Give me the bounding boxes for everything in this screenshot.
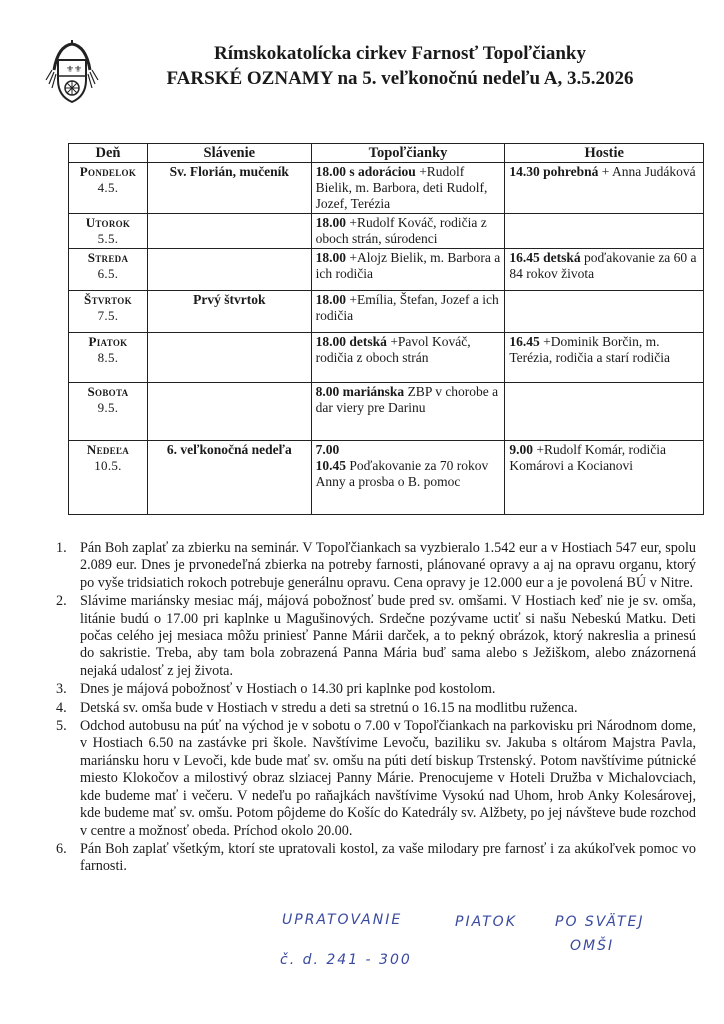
announcement-title: FARSKÉ OZNAMY na 5. veľkonočnú nedeľu A, 3.5.2026 bbox=[166, 68, 634, 89]
table-row bbox=[69, 333, 704, 383]
feast-cell: 6. veľkonočná nedeľa bbox=[147, 441, 311, 515]
hostie-cell: 16.45 detská poďakovanie za 60 a 84 rokov života bbox=[505, 249, 704, 291]
handwritten-note-cleaning: UPRATOVANIE bbox=[282, 912, 403, 928]
table-row bbox=[69, 214, 704, 249]
feast-cell bbox=[147, 214, 311, 249]
parish-name: Rímskokatolícka cirkev Farnosť Topoľčianky bbox=[214, 43, 586, 64]
hostie-cell: 16.45 +Dominik Borčin, m. Terézia, rodičia a starí rodičia bbox=[505, 333, 704, 383]
list-item: 6. Pán Boh zaplať všetkým, ktorí ste upratovali kostol, za vaše milodary pre farnosť i za akúkoľvek pomoc vo farnosti. bbox=[56, 840, 696, 875]
column-header-day: Deň bbox=[69, 144, 148, 163]
column-header-hostie: Hostie bbox=[505, 144, 704, 163]
handwritten-note-day: PIATOK bbox=[455, 914, 517, 930]
svg-text:⚜: ⚜ bbox=[74, 65, 83, 75]
page-title bbox=[120, 42, 680, 92]
topolcianky-cell: 7.00 10.45 Poďakovanie za 70 rokov Anny a prosba o B. pomoc bbox=[311, 441, 505, 515]
day-cell: Streda 6.5. bbox=[69, 249, 148, 291]
list-item: 2. Slávime mariánsky mesiac máj, májová pobožnosť bude pred sv. omšami. V Hostiach keď nie je sv. omša, litánie budú o 17.00 pri kaplnke u Magušinových. Srdečne pozývame uctiť si našu Nebeskú Matku. Deti počas celého jej mesiaca môžu priniesť Panne Márii darček, a to pekný obrázok, ktorý nakreslia a prinesú do sakristie. Treba, aby tam bola zobrazená Panna Mária buď sama alebo s Ježiškom, alebo znázornená nejaká udalosť z jej života. bbox=[56, 593, 696, 679]
hostie-cell: 14.30 pohrebná + Anna Judáková bbox=[505, 163, 704, 214]
list-item: 4. Detská sv. omša bude v Hostiach v stredu a deti sa stretnú o 16.15 na modlitbu ruženca. bbox=[56, 699, 578, 716]
svg-text:⚜: ⚜ bbox=[66, 65, 75, 75]
topolcianky-cell: 18.00 +Emília, Štefan, Jozef a ich rodičia bbox=[311, 291, 505, 333]
announcements-list bbox=[50, 540, 696, 877]
hostie-cell bbox=[505, 383, 704, 441]
day-cell: Nedeľa 10.5. bbox=[69, 441, 148, 515]
feast-cell bbox=[147, 333, 311, 383]
topolcianky-cell: 8.00 mariánska ZBP v chorobe a dar viery pre Darinu bbox=[311, 383, 505, 441]
handwritten-note-after: PO SVÄTEJ bbox=[555, 914, 645, 930]
column-header-topolcianky: Topoľčianky bbox=[311, 144, 505, 163]
hostie-cell bbox=[505, 291, 704, 333]
list-item: 1. Pán Boh zaplať za zbierku na seminár. V Topoľčiankach sa vyzbieralo 1.542 eur a v Hostiach 547 eur, spolu 2.089 eur. Dnes je prvonedeľná zbierka na potreby farnosti, plánované opravy a aj na opravu organu, ktorý po vyše tridsiatich rokoch potrebuje generálnu opravu. Cena opravy je 12.000 eur a je povolená BÚ v Nitre. bbox=[56, 540, 696, 591]
table-header-row bbox=[69, 144, 704, 163]
day-cell: Utorok 5.5. bbox=[69, 214, 148, 249]
feast-cell bbox=[147, 249, 311, 291]
list-item: 3. Dnes je májová pobožnosť v Hostiach o 14.30 pri kaplnke pod kostolom. bbox=[56, 681, 496, 698]
feast-cell bbox=[147, 383, 311, 441]
hostie-cell bbox=[505, 214, 704, 249]
table-row bbox=[69, 249, 704, 291]
list-item: 5. Odchod autobusu na púť na východ je v sobotu o 7.00 v Topoľčiankach na parkovisku pri Národnom dome, v Hostiach 6.50 na zastávke pri škole. Navštívime Levoču, baziliku sv. Jakuba s oltárom Majstra Pavla, mariánsku horu v Levoči, kde bude mať sv. omšu na púti detí biskup Trstenský. Potom navštívime pútnické miesto Klokočov a milostivý obraz slziacej Panny Márie. Prenocujeme v Hoteli Družba v Michalovciach, kde budeme mať i večeru. V nedeľu po raňajkách navštívime Vysokú nad Uhom, hrob Anky Kolesárovej, kde budeme mať sv. omšu. Potom pôjdeme do Košíc do Katedrály sv. Alžbety, po jej návšteve bude rozchod v centre a možnosť obeda. Príchod okolo 20.00. bbox=[56, 718, 696, 839]
table-row bbox=[69, 163, 704, 214]
topolcianky-cell: 18.00 +Alojz Bielik, m. Barbora a ich rodičia bbox=[311, 249, 505, 291]
day-cell: Pondelok 4.5. bbox=[69, 163, 148, 214]
feast-cell: Prvý štvrtok bbox=[147, 291, 311, 333]
handwritten-note-mass: OMŠI bbox=[570, 938, 615, 954]
column-header-celebration: Slávenie bbox=[147, 144, 311, 163]
feast-cell: Sv. Florián, mučeník bbox=[147, 163, 311, 214]
topolcianky-cell: 18.00 s adoráciou +Rudolf Bielik, m. Barbora, deti Rudolf, Jozef, Terézia bbox=[311, 163, 505, 214]
day-cell: Sobota 9.5. bbox=[69, 383, 148, 441]
hostie-cell: 9.00 +Rudolf Komár, rodičia Komárovi a Kocianovi bbox=[505, 441, 704, 515]
day-cell: Štvrtok 7.5. bbox=[69, 291, 148, 333]
table-row bbox=[69, 441, 704, 515]
table-row bbox=[69, 291, 704, 333]
parish-crest-icon bbox=[40, 40, 104, 106]
topolcianky-cell: 18.00 +Rudolf Kováč, rodičia z oboch strán, súrodenci bbox=[311, 214, 505, 249]
topolcianky-cell: 18.00 detská +Pavol Kováč, rodičia z oboch strán bbox=[311, 333, 505, 383]
table-row bbox=[69, 383, 704, 441]
handwritten-note-house-numbers: č. d. 241 - 300 bbox=[280, 952, 412, 968]
mass-schedule-table bbox=[68, 143, 704, 515]
day-cell: Piatok 8.5. bbox=[69, 333, 148, 383]
